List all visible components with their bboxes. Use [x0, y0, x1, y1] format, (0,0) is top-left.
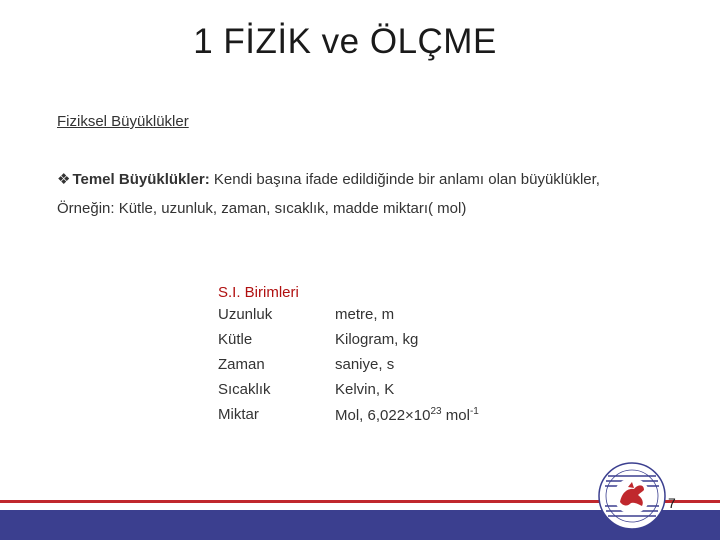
unit-rest-exponent: -1 [469, 406, 479, 417]
bullet-text: Kendi başına ifade edildiğinde bir anlamı olan büyüklükler, [209, 171, 600, 188]
slide-title: 1 FİZİK ve ÖLÇME [193, 22, 497, 61]
unit-value: saniye, s [335, 356, 395, 373]
unit-quantity: Kütle [218, 331, 253, 348]
unit-exponent: 23 [430, 406, 442, 417]
unit-value [335, 406, 479, 424]
unit-base: Mol, 6,022×10 [335, 407, 431, 424]
section-heading: Fiziksel Büyüklükler [57, 113, 189, 130]
unit-quantity: Sıcaklık [218, 381, 271, 398]
bullet-bold-text: Temel Büyüklükler: [72, 171, 210, 188]
unit-rest: mol [441, 407, 470, 424]
example-text: Örneğin: Kütle, uzunluk, zaman, sıcaklık, madde miktarı( mol) [57, 200, 467, 217]
unit-row [218, 331, 419, 356]
unit-value: metre, m [335, 306, 395, 323]
unit-row [218, 306, 395, 331]
unit-quantity: Miktar [218, 406, 259, 423]
si-units-heading: S.I. Birimleri [218, 284, 299, 301]
unit-quantity: Uzunluk [218, 306, 273, 323]
unit-value: Kelvin, K [335, 381, 395, 398]
page-number: 7 [668, 495, 676, 511]
diamond-bullet-icon: ❖ [57, 171, 71, 188]
unit-quantity: Zaman [218, 356, 265, 373]
unit-value: Kilogram, kg [335, 331, 419, 348]
unit-row [218, 381, 395, 406]
bullet-item [57, 170, 600, 188]
unit-row [218, 356, 395, 381]
university-logo-icon [598, 462, 666, 530]
